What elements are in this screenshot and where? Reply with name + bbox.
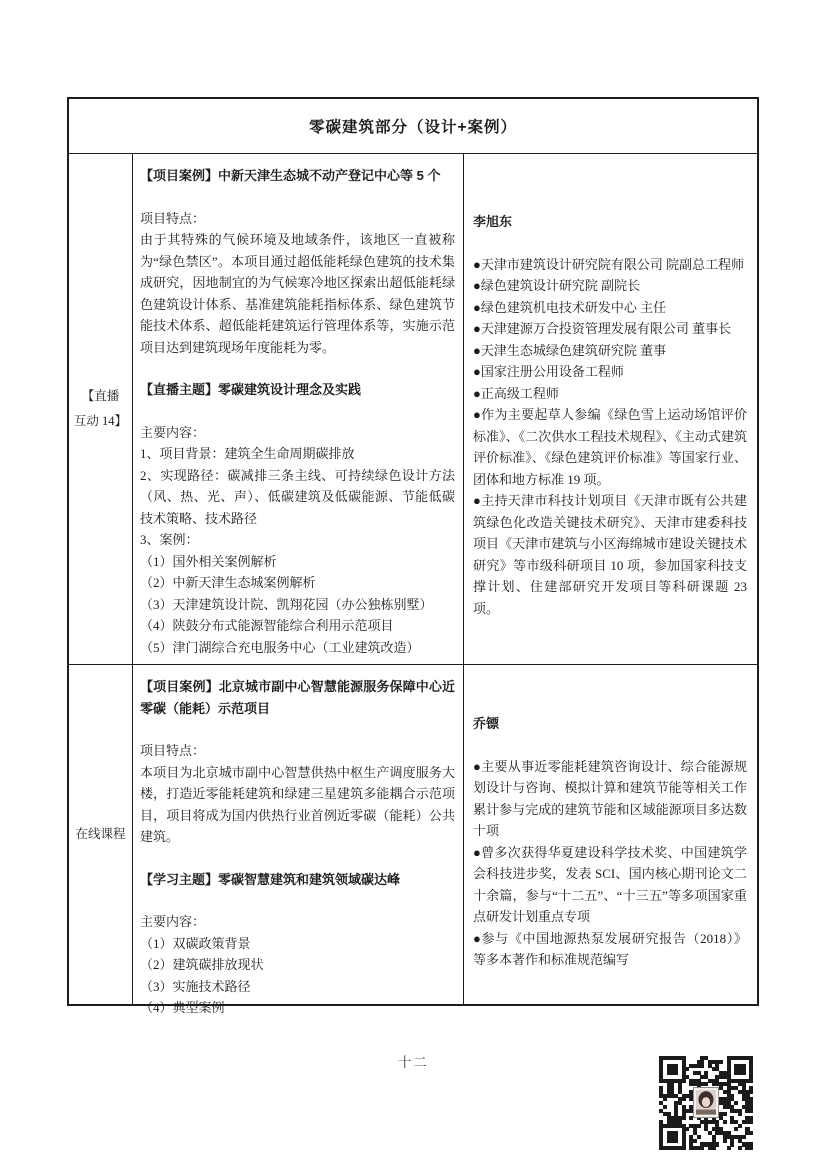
content-line: （2）中新天津生态城案例解析 [140,575,316,590]
content-heading: 主要内容： [140,914,206,929]
live-topic-title: 【直播主题】零碳建筑设计理念及实践 [140,382,362,397]
project-case-title: 【项目案例】中新天津生态城不动产登记中心等 5 个 [140,168,441,183]
table-header [69,99,757,154]
qr-module [742,1135,746,1139]
wechat-qr-code [659,1056,753,1150]
table-row-live-session [69,154,757,665]
features-body: 由于其特殊的气候环境及地域条件，该地区一直被称为“绿色禁区”。本项目通过超低能耗绿色建筑的技术集成研究，因地制宜的为气候寒冷地区探索出超低能耗绿色建筑设计体系、基准建筑能耗指标体系、绿色建筑节能技术体系、超低能耗建筑运行管理体系等，实施示范项目达到建筑现场年度能耗为零。 [140,232,455,355]
qr-module [723,1139,727,1143]
qr-module [685,1127,689,1131]
features-body: 本项目为北京城市副中心智慧供热中枢生产调度服务大楼，打造近零能耗建筑和绿建三星建筑多能耦合示范项目，项目将成为国内供热行业首例近零碳（能耗）公共建筑。 [140,764,455,844]
qr-module [663,1097,667,1101]
content-line: （1）国外相关案例解析 [140,553,277,569]
qr-module [749,1079,753,1083]
section-title: 零碳建筑部分（设计+案例） [308,119,518,136]
qr-module [715,1142,719,1146]
qr-module [738,1124,742,1128]
speaker-name: 李旭东 [473,214,513,229]
qr-center-avatar [694,1088,718,1117]
speaker-bullet: ●国家注册公用设备工程师 [473,364,624,379]
qr-module [712,1146,716,1150]
session-type-cell [69,154,133,664]
speaker-bullet: ●主要从事近零能耗建筑咨询设计、综合能源规划设计与咨询、模拟计算和建筑节能等相关工作累计参与完成的建筑节能和区域能源项目多达数十项 [473,758,747,838]
qr-module [749,1090,753,1094]
speaker-bullet: ●主持天津市科技计划项目《天津市既有公共建筑绿色化改造关键技术研究》、天津市建委科技项目《天津市建筑与小区海绵城市建设关键技术研究》等市级科研项目 10 项，参加国家科技支撑计划、住建部研究开发项目等科研课题 23 项。 [473,493,747,616]
qr-module [700,1064,704,1068]
person-avatar-icon [696,1090,716,1115]
session-detail-cell [133,154,464,664]
qr-module [742,1071,746,1075]
qr-module [682,1079,686,1083]
qr-module [689,1109,693,1113]
speaker-bullet: ●绿色建筑机电技术研发中心 主任 [473,299,667,315]
session-type-label-line1: 【直播 [81,389,120,403]
speaker-bullet: ●正高级工程师 [473,385,559,401]
speaker-cell [464,665,757,1004]
qr-module [730,1142,734,1146]
table-row-online-course [69,665,757,1015]
study-topic-title: 【学习主题】零碳智慧建筑和建筑领域碳达峰 [140,871,401,887]
speaker-bullet: ●天津生态城绿色建筑研究院 董事 [473,342,667,358]
qr-module [674,1071,678,1075]
qr-module [749,1146,753,1150]
spacer [473,233,747,254]
qr-module [697,1124,701,1128]
qr-module [738,1146,742,1150]
features-heading: 项目特点： [140,743,206,758]
speaker-bullet: ●绿色建筑设计研究院 副院长 [473,278,641,293]
content-line: （4）陕鼓分布式能源智能综合利用示范项目 [140,618,394,633]
qr-module [674,1139,678,1143]
spacer [140,401,455,422]
content-line: （3）实施技术路径 [140,978,251,994]
speaker-bullet: ●曾多次获得华夏建设科学技术奖、中国建筑学会科技进步奖，发表 SCI、国内核心期刊论文二十余篇，参与“十二五”、“十三五”等多项国家重点研发计划重点专项 [473,844,747,924]
qr-module [727,1146,731,1150]
content-line: （4）典型案例 [140,1000,225,1015]
qr-module [723,1120,727,1124]
speaker-bullet: ●作为主要起草人参编《绿色雪上运动场馆评价标准》、《二次供水工程技术规程》、《主动式建筑评价标准》、《绿色建筑评价标准》等国家行业、团体和地方标准 19 项。 [473,407,747,487]
page-number: 十二 [398,1055,429,1070]
session-type-label-line2: 互动 14】 [73,414,128,428]
qr-module [663,1105,667,1109]
content-heading: 主要内容： [140,424,206,440]
speaker-name: 乔镖 [473,716,500,731]
qr-module [734,1101,738,1105]
qr-module [734,1127,738,1131]
speaker-cell [464,154,757,664]
qr-module [719,1060,723,1064]
features-heading: 项目特点： [140,210,206,226]
qr-module [682,1116,686,1120]
qr-module [723,1112,727,1116]
content-line: （5）津门湖综合充电服务中心（工业建筑改造） [140,639,420,655]
session-type-cell [69,665,133,1004]
spacer [140,848,455,869]
qr-module [697,1135,701,1139]
session-type-label-line1: 在线课程 [75,827,126,841]
qr-module [682,1097,686,1101]
content-line: （2）建筑碳排放现状 [140,957,264,972]
qr-module [738,1112,742,1116]
spacer [140,719,455,740]
qr-module [682,1146,686,1150]
qr-module [700,1146,704,1150]
speaker-bullet: ●天津建源万合投资管理发展有限公司 董事长 [473,321,732,336]
content-line: 1、项目背景：建筑全生命周期碳排放 [140,446,355,461]
qr-module [749,1131,753,1135]
qr-module [689,1116,693,1120]
qr-module [685,1067,689,1071]
qr-module [749,1120,753,1124]
spacer [473,735,747,756]
content-line: 2、实现路径：碳减排三条主线、可持续绿色设计方法（风、热、光、声）、低碳建筑及低碳能源、节能低碳技术策略、技术路径 [140,467,455,526]
spacer [140,358,455,379]
qr-module [749,1109,753,1113]
project-case-title: 【项目案例】北京城市副中心智慧能源服务保障中心近零碳（能耗）示范项目 [140,679,455,716]
qr-module [693,1139,697,1143]
session-detail-cell [133,665,464,1015]
spacer [140,187,455,208]
qr-module [704,1082,708,1086]
spacer [140,890,455,911]
course-schedule-table [67,97,759,1015]
content-line: （3）天津建筑设计院、凯翔花园（办公独栋别墅） [140,596,433,612]
speaker-bullet: ●天津市建筑设计研究院有限公司 院副总工程师 [473,256,745,272]
content-line: （1）双碳政策背景 [140,935,251,951]
content-line: 3、案例： [140,532,199,547]
speaker-bullet: ●参与《中国地源热泵发展研究报告（2018）》等多本著作和标准规范编写 [473,930,747,967]
